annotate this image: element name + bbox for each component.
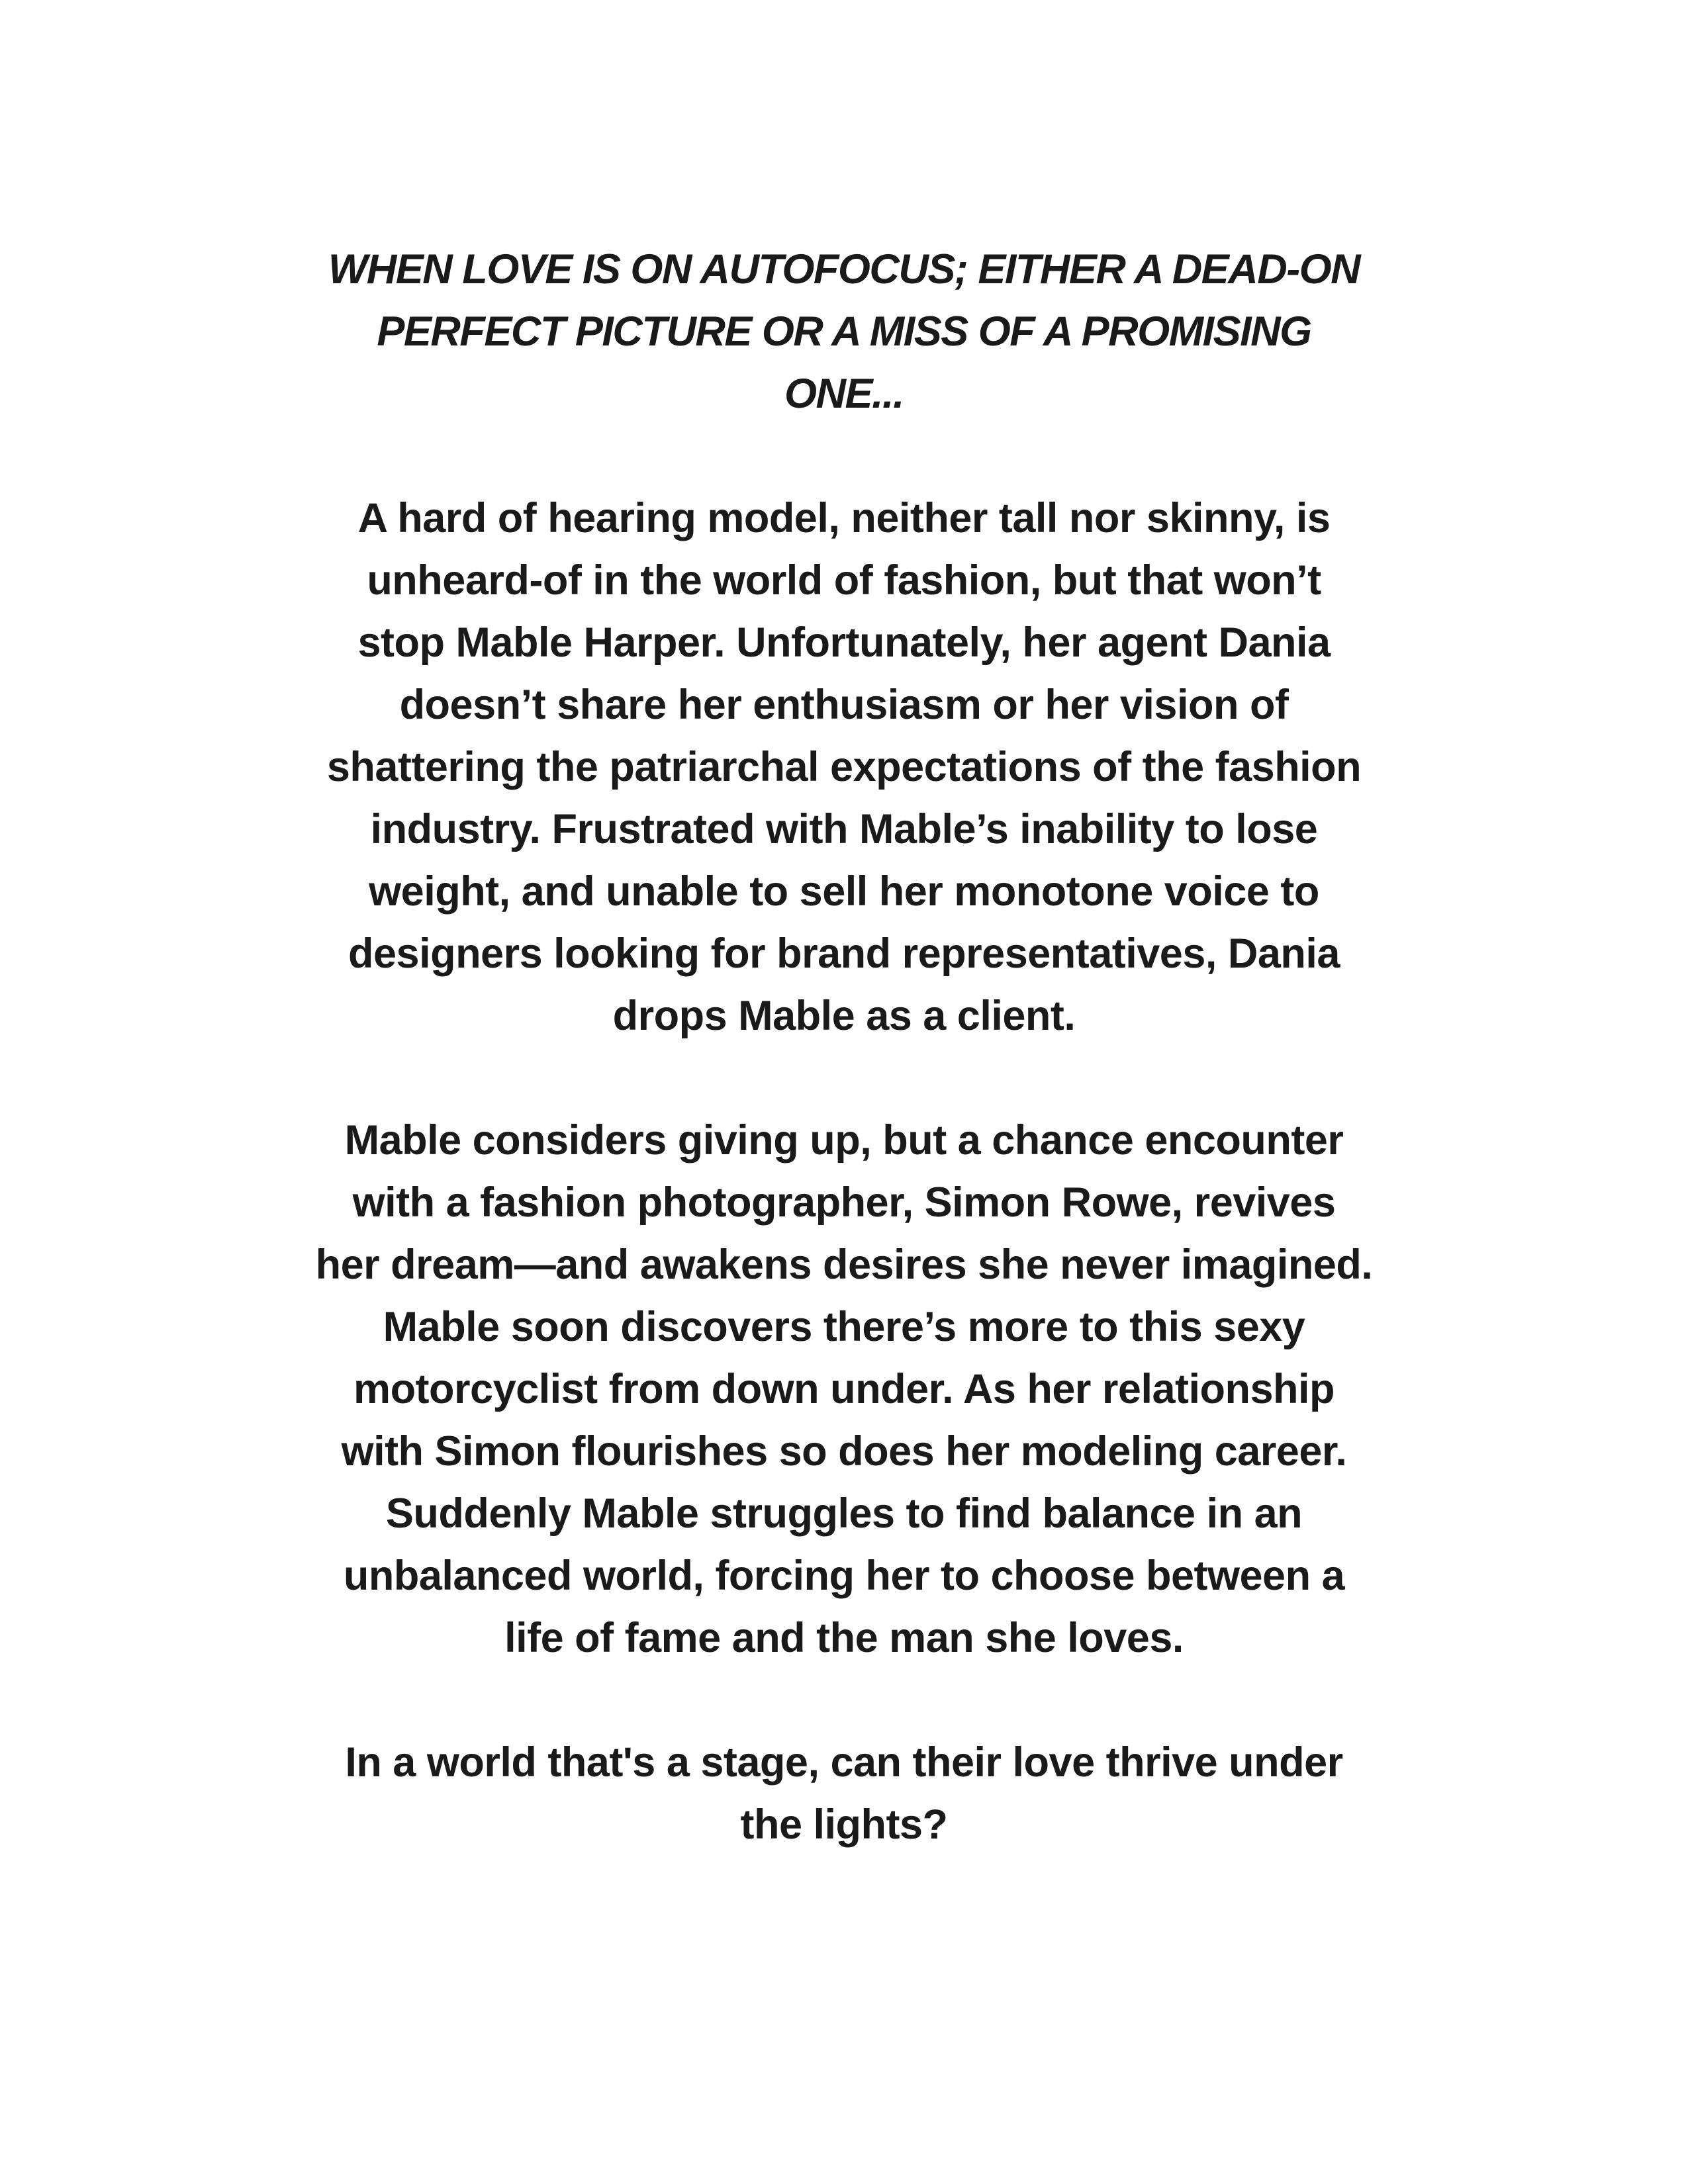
text-line: shattering the patriarchal expectations of the fashion — [326, 744, 1362, 790]
text-line: unheard-of in the world of fashion, but that won’t — [367, 557, 1321, 604]
tagline-line: WHEN LOVE IS ON AUTOFOCUS; EITHER A DEAD-ON — [328, 246, 1360, 293]
text-line: her dream—and awakens desires she never imagined. — [315, 1242, 1373, 1288]
text-line: motorcyclist from down under. As her relationship — [353, 1366, 1335, 1412]
text-line: drops Mable as a client. — [612, 993, 1076, 1039]
paragraph-closing-question — [291, 1731, 1397, 1856]
tagline — [291, 238, 1397, 425]
text-line: weight, and unable to sell her monotone voice to — [369, 868, 1319, 915]
tagline-line: PERFECT PICTURE OR A MISS OF A PROMISING — [377, 308, 1311, 355]
paragraph-synopsis-2 — [291, 1109, 1397, 1669]
paragraph-synopsis-1 — [291, 487, 1397, 1047]
text-line: life of fame and the man she loves. — [504, 1615, 1184, 1661]
text-line: unbalanced world, forcing her to choose between a — [343, 1553, 1345, 1599]
text-line: the lights? — [740, 1801, 948, 1848]
text-line: Mable soon discovers there’s more to this sexy — [383, 1304, 1305, 1350]
text-line: industry. Frustrated with Mable’s inability to lose — [370, 806, 1318, 852]
text-line: doesn’t share her enthusiasm or her vision of — [399, 682, 1289, 728]
text-line: Suddenly Mable struggles to find balance in an — [385, 1490, 1303, 1537]
tagline-line: ONE... — [784, 371, 904, 417]
text-line: stop Mable Harper. Unfortunately, her agent Dania — [357, 619, 1331, 666]
text-line: designers looking for brand representatives, Dania — [348, 931, 1340, 977]
text-line: with Simon flourishes so does her modeling career. — [341, 1428, 1347, 1475]
text-line: with a fashion photographer, Simon Rowe, revives — [352, 1179, 1336, 1226]
book-blurb — [291, 238, 1397, 1856]
text-line: Mable considers giving up, but a chance encounter — [344, 1117, 1344, 1163]
text-line: In a world that's a stage, can their love thrive under — [345, 1739, 1343, 1786]
text-line: A hard of hearing model, neither tall nor skinny, is — [357, 495, 1331, 541]
